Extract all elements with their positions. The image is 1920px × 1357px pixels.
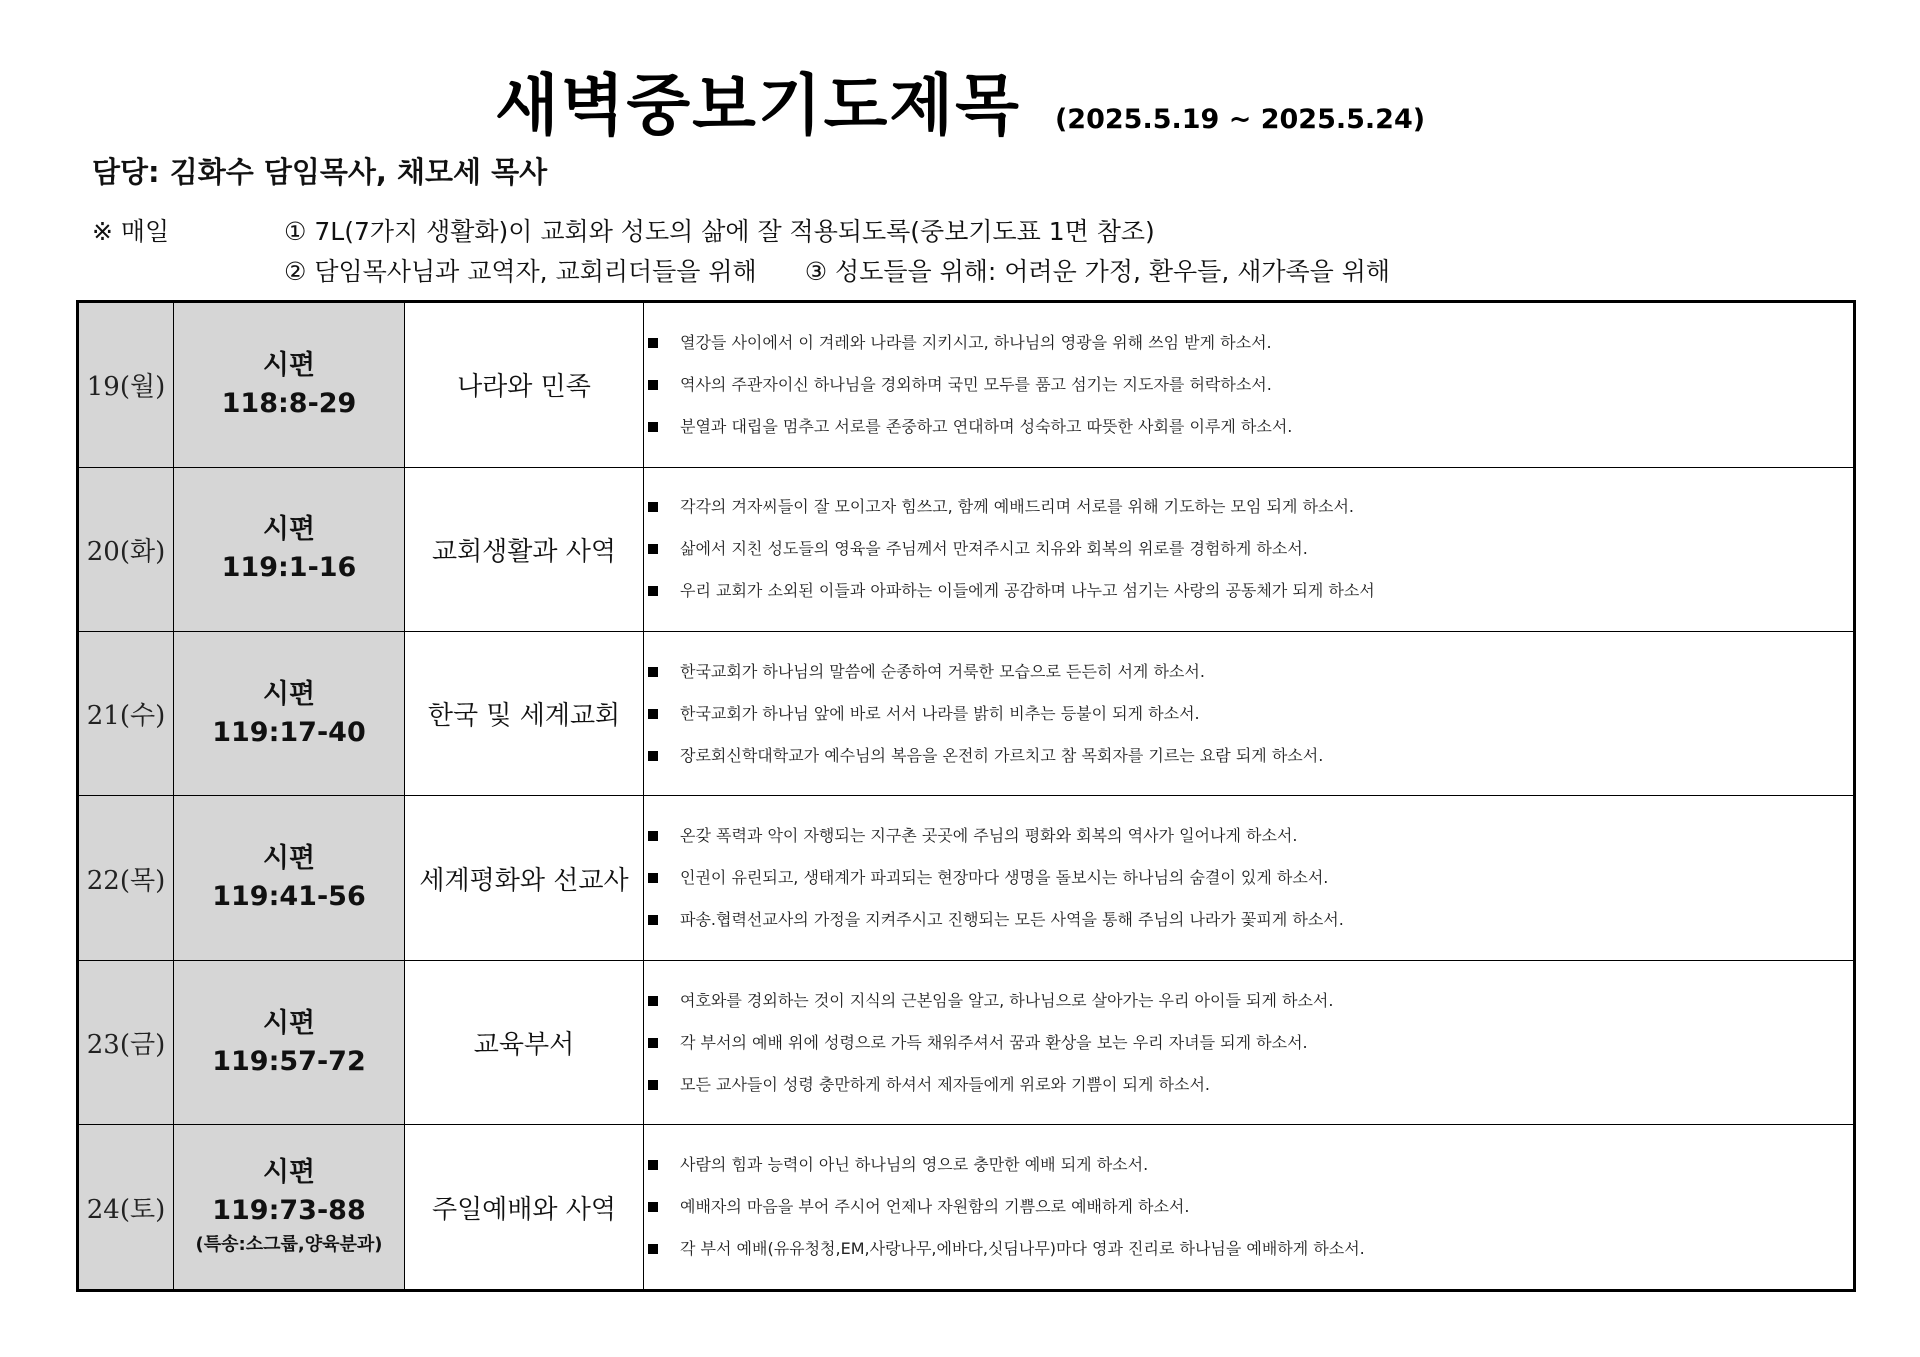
psalm-cell [174,796,405,960]
prayer-item-text: 사람의 힘과 능력이 아닌 하나님의 영으로 충만한 예배 되게 하소서. [680,1155,1149,1175]
daily-label: ※ 매일 [92,217,170,246]
prayer-item [644,1186,1853,1228]
square-bullet-icon [648,1160,658,1170]
psalm-verse: 118:8-29 [221,387,357,419]
prayer-items-cell [644,302,1855,468]
prayer-item-text: 우리 교회가 소외된 이들과 아파하는 이들에게 공감하며 나누고 섬기는 사랑의 공동체가 되게 하소서 [680,581,1375,601]
square-bullet-icon [648,1202,658,1212]
prayer-item [644,735,1853,777]
square-bullet-icon [648,422,658,432]
page-header [0,52,1920,147]
psalm-verse: 119:1-16 [221,552,357,584]
prayer-item [644,1064,1853,1106]
prayer-item-text: 각 부서 예배(유유청청,EM,사랑나무,에바다,싯딤나무)마다 영과 진리로 하나님을 예배하게 하소서. [680,1239,1365,1259]
day-cell: 21(수) [78,632,174,796]
square-bullet-icon [648,586,658,596]
psalm-book: 시편 [262,514,316,546]
prayer-item-list [644,815,1853,941]
day-cell: 20(화) [78,467,174,631]
prayer-item [644,1228,1853,1270]
topic-cell: 교회생활과 사역 [405,467,644,631]
psalm-note: (특송:소그룹,양육분과) [195,1234,383,1256]
square-bullet-icon [648,1080,658,1090]
table-row [78,960,1855,1124]
prayer-item [644,528,1853,570]
square-bullet-icon [648,380,658,390]
table-row [78,467,1855,631]
prayer-items-cell [644,796,1855,960]
prayer-item [644,815,1853,857]
prayer-items-cell [644,960,1855,1124]
prayer-item-text: 장로회신학대학교가 예수님의 복음을 온전히 가르치고 참 목회자를 기르는 요람 되게 하소서. [680,745,1324,765]
psalm-cell [174,1125,405,1291]
prayer-item [644,1144,1853,1186]
prayer-item [644,364,1853,406]
prayer-items-cell [644,632,1855,796]
daily-item-2: ② 담임목사님과 교역자, 교회리더들을 위해 [284,257,757,286]
psalm-book: 시편 [262,843,316,875]
prayer-item [644,651,1853,693]
psalm-book: 시편 [262,1157,316,1189]
date-range: (2025.5.19 ~ 2025.5.24) [1054,104,1426,135]
psalm-verse: 119:41-56 [212,881,366,913]
topic-cell: 교육부서 [405,960,644,1124]
prayer-item-text: 분열과 대립을 멈추고 서로를 존중하고 연대하며 성숙하고 따뜻한 사회를 이루게 하소서. [680,416,1293,436]
prayer-schedule-table [76,300,1856,1292]
prayer-item [644,899,1853,941]
prayer-item [644,980,1853,1022]
prayer-items-cell [644,467,1855,631]
psalm-book: 시편 [262,349,316,381]
prayer-item-list [644,1144,1853,1270]
square-bullet-icon [648,338,658,348]
square-bullet-icon [648,544,658,554]
psalm-verse: 119:57-72 [212,1045,366,1077]
square-bullet-icon [648,831,658,841]
square-bullet-icon [648,751,658,761]
psalm-cell [174,632,405,796]
prayer-item-text: 모든 교사들이 성령 충만하게 하셔서 제자들에게 위로와 기쁨이 되게 하소서. [680,1074,1210,1094]
prayer-item-text: 한국교회가 하나님의 말씀에 순종하여 거룩한 모습으로 든든히 서게 하소서. [680,661,1205,681]
prayer-item [644,486,1853,528]
table-row [78,632,1855,796]
prayer-item-text: 한국교회가 하나님 앞에 바로 서서 나라를 밝히 비추는 등불이 되게 하소서. [680,703,1200,723]
square-bullet-icon [648,873,658,883]
psalm-verse: 119:17-40 [212,716,366,748]
daily-line-2 [284,252,1390,288]
prayer-item-text: 각 부서의 예배 위에 성령으로 가득 채워주셔서 꿈과 환상을 보는 우리 자녀들 되게 하소서. [680,1032,1308,1052]
square-bullet-icon [648,1038,658,1048]
prayer-item-list [644,980,1853,1106]
prayer-item-text: 예배자의 마음을 부어 주시어 언제나 자원함의 기쁨으로 예배하게 하소서. [680,1197,1190,1217]
prayer-item [644,693,1853,735]
prayer-item-text: 여호와를 경외하는 것이 지식의 근본임을 알고, 하나님으로 살아가는 우리 아이들 되게 하소서. [680,990,1334,1010]
prayer-item [644,857,1853,899]
square-bullet-icon [648,996,658,1006]
prayer-item [644,322,1853,364]
prayer-item-text: 역사의 주관자이신 하나님을 경외하며 국민 모두를 품고 섬기는 지도자를 허락하소서. [680,374,1272,394]
prayer-item-text: 인권이 유린되고, 생태계가 파괴되는 현장마다 생명을 돌보시는 하나님의 숨결이 있게 하소서. [680,868,1329,888]
prayer-item-text: 각각의 겨자씨들이 잘 모이고자 힘쓰고, 함께 예배드리며 서로를 위해 기도하는 모임 되게 하소서. [680,497,1354,517]
prayer-items-cell [644,1125,1855,1291]
square-bullet-icon [648,667,658,677]
prayer-item-text: 열강들 사이에서 이 겨레와 나라를 지키시고, 하나님의 영광을 위해 쓰임 받게 하소서. [680,332,1272,352]
topic-cell: 세계평화와 선교사 [405,796,644,960]
psalm-book: 시편 [262,1007,316,1039]
table-row [78,796,1855,960]
topic-cell: 한국 및 세계교회 [405,632,644,796]
day-cell: 22(목) [78,796,174,960]
psalm-book: 시편 [262,678,316,710]
prayer-item-list [644,322,1853,448]
psalm-cell [174,467,405,631]
page-title: 새벽중보기도제목 [494,67,1021,144]
psalm-cell [174,960,405,1124]
square-bullet-icon [648,709,658,719]
square-bullet-icon [648,502,658,512]
table-row [78,1125,1855,1291]
prayer-item [644,406,1853,448]
square-bullet-icon [648,915,658,925]
daily-item-1: ① 7L(7가지 생활화)이 교회와 성도의 삶에 잘 적용되도록(중보기도표 1면 참조) [284,217,1155,246]
day-cell: 23(금) [78,960,174,1124]
prayer-item-text: 삶에서 지친 성도들의 영육을 주님께서 만져주시고 치유와 회복의 위로를 경험하게 하소서. [680,539,1308,559]
prayer-item [644,1022,1853,1064]
daily-item-3: ③ 성도들을 위해: 어려운 가정, 환우들, 새가족을 위해 [804,257,1391,286]
prayer-item-text: 온갖 폭력과 악이 자행되는 지구촌 곳곳에 주님의 평화와 회복의 역사가 일어나게 하소서. [680,826,1298,846]
prayer-item-text: 파송.협력선교사의 가정을 지켜주시고 진행되는 모든 사역을 통해 주님의 나라가 꽃피게 하소서. [680,910,1344,930]
psalm-cell [174,302,405,468]
square-bullet-icon [648,1244,658,1254]
prayer-item-list [644,651,1853,777]
psalm-verse: 119:73-88 [212,1195,366,1227]
day-cell: 24(토) [78,1125,174,1291]
manager-line: 담당: 김화수 담임목사, 채모세 목사 [92,155,548,189]
prayer-item-list [644,486,1853,612]
topic-cell: 나라와 민족 [405,302,644,468]
table-row [78,302,1855,468]
topic-cell: 주일예배와 사역 [405,1125,644,1291]
day-cell: 19(월) [78,302,174,468]
prayer-item [644,570,1853,612]
